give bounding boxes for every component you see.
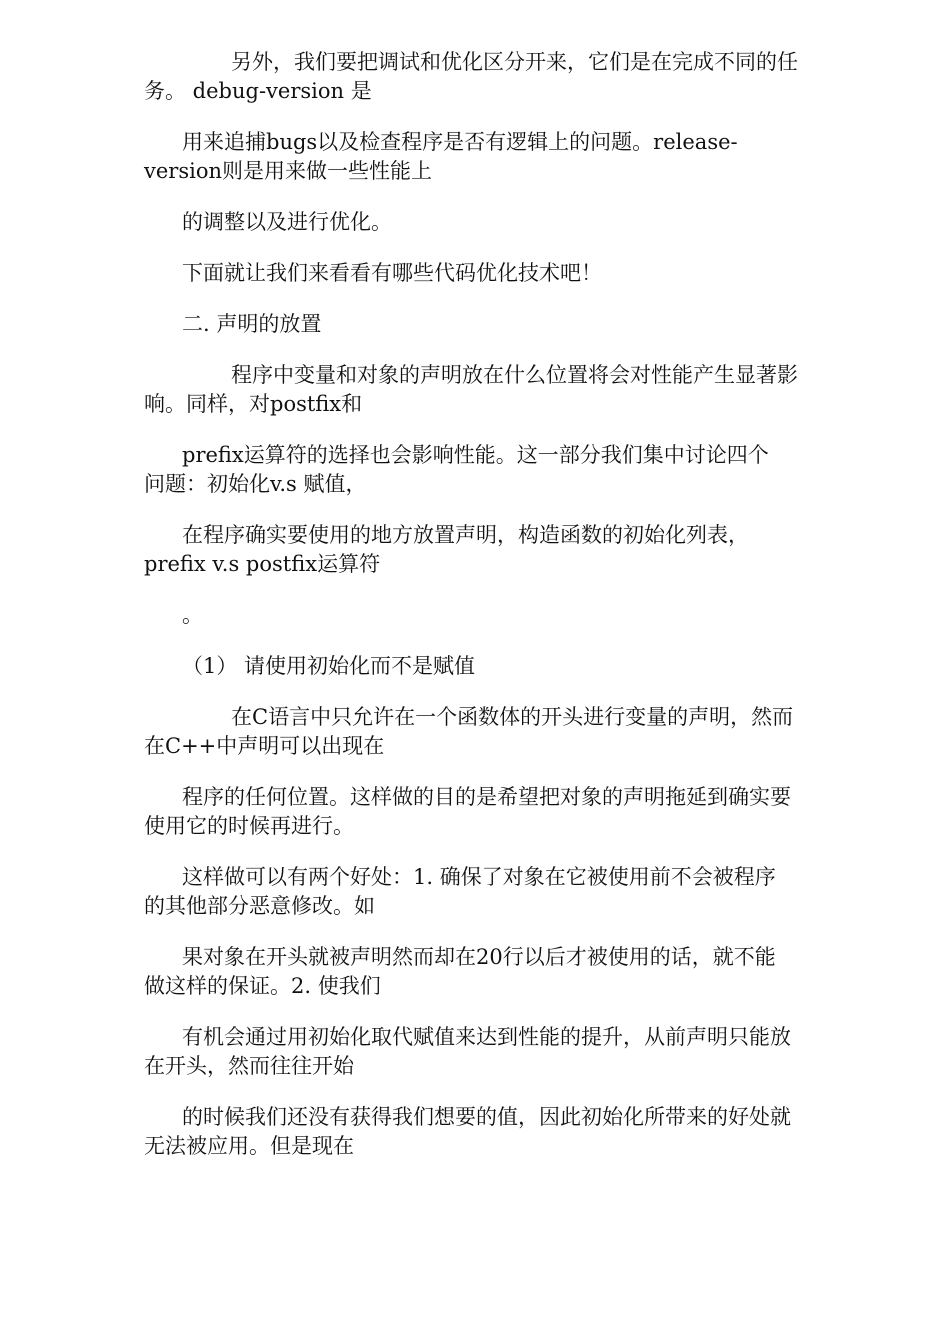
text-line: 无法被应用。但是现在 xyxy=(144,1134,354,1158)
paragraph xyxy=(144,361,884,419)
paragraph xyxy=(144,601,884,630)
paragraph xyxy=(144,943,884,1001)
text-line: 在开头，然而往往开始 xyxy=(144,1054,354,1078)
paragraph xyxy=(144,1023,884,1081)
text-line: prefix v.s postfix运算符 xyxy=(144,552,381,576)
paragraph xyxy=(144,48,884,106)
paragraph xyxy=(144,441,884,499)
paragraph xyxy=(144,521,884,579)
text-line: 二. 声明的放置 xyxy=(182,312,322,336)
text-line: 这样做可以有两个好处：1. 确保了对象在它被使用前不会被程序 xyxy=(182,865,776,889)
text-line: 在C语言中只允许在一个函数体的开头进行变量的声明，然而 xyxy=(231,705,794,729)
paragraph xyxy=(144,783,884,841)
text-line: （1） 请使用初始化而不是赋值 xyxy=(182,654,476,678)
text-line: 程序的任何位置。这样做的目的是希望把对象的声明拖延到确实要 xyxy=(182,785,791,809)
text-line: 使用它的时候再进行。 xyxy=(144,814,354,838)
paragraph xyxy=(144,259,884,288)
text-line: 用来追捕bugs以及检查程序是否有逻辑上的问题。release- xyxy=(182,130,738,154)
text-line: 问题：初始化v.s 赋值， xyxy=(144,472,367,496)
paragraph xyxy=(144,703,884,761)
text-line: 有机会通过用初始化取代赋值来达到性能的提升，从前声明只能放 xyxy=(182,1025,791,1049)
text-line: 在C++中声明可以出现在 xyxy=(144,734,385,758)
text-line: version则是用来做一些性能上 xyxy=(144,159,432,183)
text-line: 响。同样，对postfix和 xyxy=(144,392,363,416)
text-line: 果对象在开头就被声明然而却在20行以后才被使用的话，就不能 xyxy=(182,945,776,969)
text-line: 另外，我们要把调试和优化区分开来，它们是在完成不同的任 xyxy=(231,50,798,74)
text-line: 的调整以及进行优化。 xyxy=(182,210,392,234)
text-line: 做这样的保证。2. 使我们 xyxy=(144,974,381,998)
paragraph xyxy=(144,208,884,237)
paragraph xyxy=(144,128,884,186)
text-line: 务。 debug-version 是 xyxy=(144,79,372,103)
section-heading xyxy=(144,310,884,339)
text-line: prefix运算符的选择也会影响性能。这一部分我们集中讨论四个 xyxy=(182,443,769,467)
text-line: 。 xyxy=(182,603,203,627)
text-line: 的其他部分恶意修改。如 xyxy=(144,894,375,918)
text-line: 在程序确实要使用的地方放置声明，构造函数的初始化列表， xyxy=(182,523,749,547)
text-line: 下面就让我们来看看有哪些代码优化技术吧！ xyxy=(182,261,602,285)
paragraph xyxy=(144,1103,884,1161)
paragraph xyxy=(144,863,884,921)
subsection-heading xyxy=(144,652,884,681)
text-line: 的时候我们还没有获得我们想要的值，因此初始化所带来的好处就 xyxy=(182,1105,791,1129)
text-line: 程序中变量和对象的声明放在什么位置将会对性能产生显著影 xyxy=(231,363,798,387)
